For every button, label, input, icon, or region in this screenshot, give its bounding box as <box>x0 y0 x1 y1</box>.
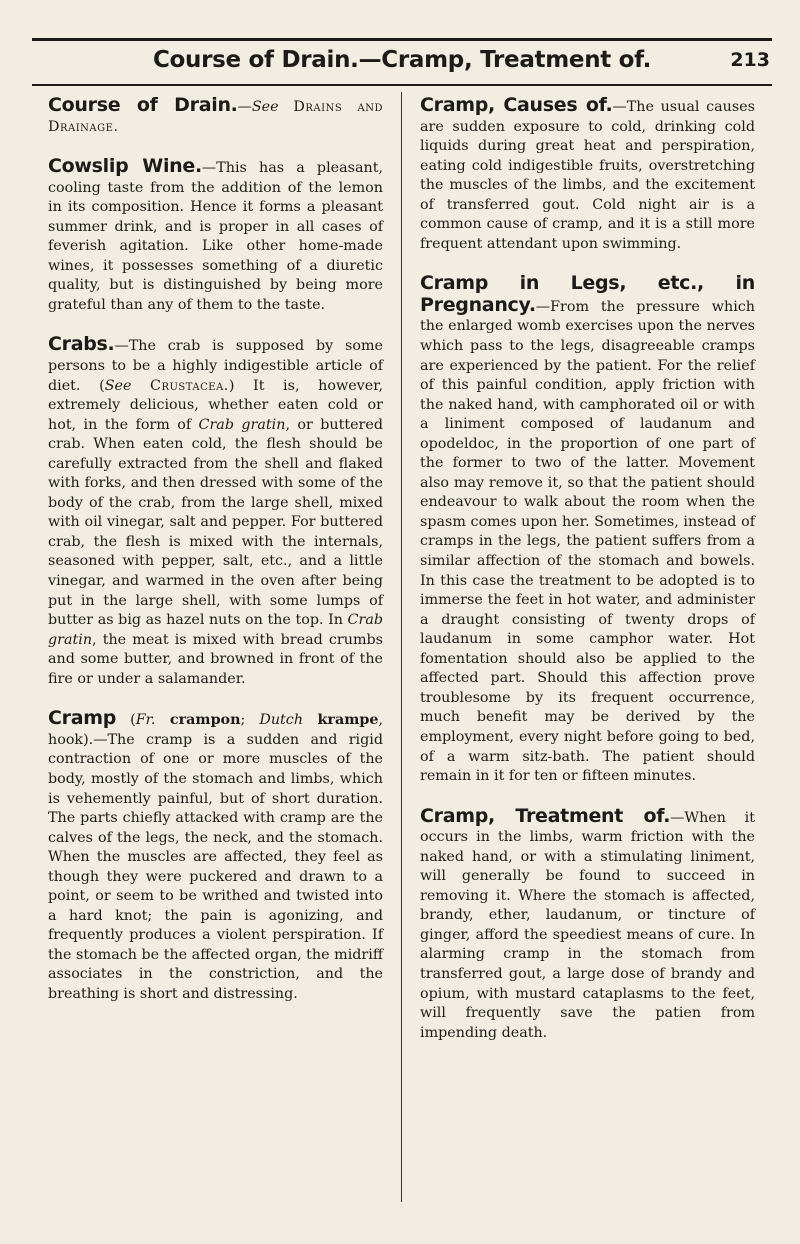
headword: Cramp, Treatment of. <box>420 804 671 827</box>
cross-reference: Crustacea. <box>150 377 229 394</box>
entry-cramp-causes <box>420 96 755 254</box>
entry-course-of-drain: Course of Drain.—See Drains and Drainage. <box>48 94 383 135</box>
page-number: 213 <box>730 49 770 71</box>
headword: Cowslip Wine. <box>48 155 202 178</box>
headword: Cramp in Legs, etc., in Pregnancy. <box>420 272 755 316</box>
right-column <box>420 96 755 1063</box>
left-column <box>48 96 383 1025</box>
entry-body: —From the pressure which the enlarged womb exercises upon the nerves which pass to the legs, disagreeable cramps are experienced by the patient. For the relief of this painful condition, apply friction with the naked hand, with camphorated oil or with a liniment composed of laudanum and opodeldoc, in the proportion of one part of the former to two of the latter. Movement also may remove it, so that the patient should endeavour to walk about the room when the spasm comes upon her. Sometimes, instead of cramps in the legs, the patient suffers from a similar affection of the stomach and bowels. In this case the treatment to be adopted is to immerse the feet in hot water, and administer a draught consisting of twenty drops of laudanum in some camphor water. Hot fomentation should also be applied to the affected part. Should this affection prove troublesome by its frequent occurrence, much benefit may be derived by the employment, every night before going to bed, of a warm sitz-bath. The patient should remain in it for ten or fifteen minutes. <box>420 298 755 785</box>
headword: Cramp <box>48 707 117 730</box>
headword: Crabs. <box>48 333 115 356</box>
entry-cramp: Cramp (Fr. crampon; Dutch krampe, hook).—The cramp is a sudden and rigid contraction of one or more muscles of the body, mostly of the stomach and limbs, which is vehemently painful, but of short duration. The parts chiefly attacked with cramp are the calves of the legs, the neck, and the stomach. When the muscles are affected, they feel as though they were puckered and drawn to a point, or seem to be writhed and twisted into a hard knot; the pain is agonizing, and frequently produces a violent perspiration. If the stomach be the affected organ, the midriff associates in the constriction, and the breathing is short and distressing. <box>48 707 383 1002</box>
see-label: See <box>251 99 279 115</box>
entry-cowslip-wine <box>48 157 383 315</box>
headword: Cramp, Causes of. <box>420 94 613 116</box>
entry-cramp-in-legs <box>420 274 755 786</box>
entry-body: —The usual causes are sudden exposure to cold, drinking cold liquids during great heat and perspiration, eating cold indigestible fruits, overstretching the muscles of the limbs, and the excitement of transferred gout. Cold night air is a common cause of cramp, and it is a still more frequent attendant upon swimming. <box>420 99 755 252</box>
see-label: See <box>104 377 132 394</box>
entry-body: —This has a pleasant, cooling taste from the addition of the lemon in its composition. Hence it forms a pleasant summer drink, and is proper in all cases of feverish agitation. Like other home-made wines, it possesses something of a diuretic quality, but is distinguished by being more grateful than any of them to the taste. <box>48 160 383 313</box>
cross-reference: Drains and Drainage <box>48 99 383 135</box>
running-title: Course of Drain.—Cramp, Treatment of. <box>152 47 652 73</box>
column-divider <box>401 92 402 1202</box>
page-header <box>32 38 772 86</box>
entry-body: —When it occurs in the limbs, warm friction with the naked hand, or with a stimulating liniment, will generally be found to succeed in removing it. Where the stomach is affected, brandy, ether, laudanum, or tincture of ginger, afford the speediest means of cure. In alarming cramp in the stomach from transferred gout, a large dose of brandy and opium, with mustard cataplasms to the feet, will frequently save the patien from impending death. <box>420 809 755 1041</box>
headword: Course of Drain. <box>48 94 238 116</box>
entry-cramp-treatment <box>420 804 755 1044</box>
entry-crabs: Crabs.—The crab is supposed by some persons to be a highly indigestible article of diet. (See Crustacea.) It is, however, extremely delicious, whether eaten cold or hot, in the form of Crab gratin, or buttered crab. When eaten cold, the flesh should be carefully extracted from the shell and flaked with forks, and then dressed with some of the body of the crab, from the large shell, mixed with oil vinegar, salt and pepper. For buttered crab, the flesh is mixed with the internals, seasoned with pepper, salt, etc., and a little vinegar, and warmed in the oven after being put in the large shell, with some lumps of butter as big as hazel nuts on the top. In Crab gratin, the meat is mixed with bread crumbs and some butter, and browned in front of the fire or under a salamander. <box>48 333 383 687</box>
